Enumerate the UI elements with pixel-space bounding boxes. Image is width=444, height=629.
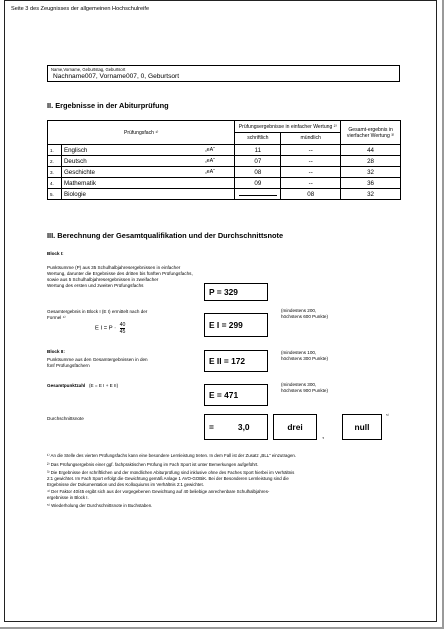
name-field-value: Nachname007, Vorname007, 0, Geburtsort xyxy=(53,73,180,80)
table-row: 4. Mathematik 09 -- 36 xyxy=(48,178,401,189)
ei-range-note: (mindestens 200, höchstens 600 Punkte) xyxy=(281,308,328,319)
student-name-box xyxy=(47,65,400,82)
eii-value-box: E II = 172 xyxy=(204,350,268,372)
total-header: Gesamt-ergebnis in vierfacher Wertung ³⁾ xyxy=(341,121,401,145)
formula-ei: E I = P · $\frac{40}{45}$ xyxy=(95,322,126,335)
footnote-4: ⁴⁾ Der Faktor 40/45 ergibt sich aus der vorgegebenen Gewichtung auf 40 beliebige anrechenbare Schulhalbjahres- ergebnisse in Block I. xyxy=(47,489,270,500)
e-range-note: (mindestens 300, höchstens 900 Punkte) xyxy=(281,382,328,393)
table-row: 5. Biologie 08 32 xyxy=(48,189,401,200)
total-block1-label: Gesamtergebnis in Block I (E I) ermittelt nach der xyxy=(47,309,148,314)
footnote-marker: ⁵⁾ xyxy=(386,413,389,418)
subject-name: Geschichte xyxy=(61,167,202,178)
subject-name: Englisch xyxy=(61,145,202,156)
written-header: schriftlich xyxy=(235,133,281,145)
average-decimal-box: null xyxy=(342,414,382,440)
table-row: 1. Englisch „eA“ 11 -- 44 xyxy=(48,145,401,156)
e-value-box: E = 471 xyxy=(204,384,268,406)
comma-separator: , xyxy=(322,431,325,440)
name-field-label: Name,Vorname, Geburtstag, Geburtsort xyxy=(51,67,126,72)
footnote-1: ¹⁾ An die Stelle des vierten Prüfungsfachs kann eine besondere Lernleistung treten. In dem Fall ist der Zusatz „BLL“ einzutragen. xyxy=(47,453,297,458)
subject-name: Biologie xyxy=(61,189,202,200)
total-points-label: Gesamtpunktzahl xyxy=(47,383,86,388)
section-title-results: II. Ergebnisse in der Abiturprüfung xyxy=(47,101,169,110)
total-formula: (E = E I + E II) xyxy=(89,383,119,388)
exam-results-header: Prüfungsergebnisse in einfacher Wertung ²⁾ xyxy=(235,121,341,133)
footnote-5: ⁵⁾ Wiederholung der Durchschnittsnote in Buchstaben. xyxy=(47,503,153,508)
formula-label: Formel ⁴⁾ xyxy=(47,315,66,320)
block2-description: Punktsumme aus den Gesamtergebnissen in den fünf Prüfungsfächern xyxy=(47,357,148,368)
table-row: 3. Geschichte „eA“ 08 -- 32 xyxy=(48,167,401,178)
document-page xyxy=(4,0,437,622)
results-table xyxy=(47,120,401,200)
average-value-box: = 3,0 xyxy=(204,414,268,440)
subject-header: Prüfungsfach ¹⁾ xyxy=(48,121,235,145)
subject-name: Deutsch xyxy=(61,156,202,167)
block1-label: Block I: xyxy=(47,251,64,256)
footnote-2: ²⁾ Das Prüfungsergebnis einer ggf. fachpraktischen Prüfung im Fach Sport ist unter Bemerkungen aufgeführt. xyxy=(47,462,259,467)
ei-value-box: E I = 299 xyxy=(204,313,268,337)
subject-name: Mathematik xyxy=(61,178,202,189)
block2-label: Block II: xyxy=(47,349,65,354)
average-words-box: drei xyxy=(273,414,317,440)
p-value-box: P = 329 xyxy=(204,283,268,301)
footnote-3: ³⁾ Die Ergebnisse der schriftlichen und der mündlichen Abiturprüfung sind inklusive ohne des Faches Sport hierbei im Verhältnis 2:1 gewichtet. Im Fach Sport erfolgt die Gewichtung gemäß Anlage 1 AVO-GOBiK. Bei der Besonderen Lernleistung sind die Ergebnisse der Dokumentation und des Kolloquiums im Verhältnis 2:1 gewichtet. xyxy=(47,470,295,487)
block1-description: Punktsumme (P) aus 35 Schulhalbjahresergebnissen in einfacher Wertung, darunter die Ergebnisse des dritten bis fünften Prüfungsfachs, sowie aus 5 Schulhalbjahresergebnissen in zweifacher Wertung des ersten und zweiten Prüfungsfachs xyxy=(47,265,193,288)
eii-range-note: (mindestens 100, höchstens 300 Punkte) xyxy=(281,350,328,361)
page-header: Seite 3 des Zeugnisses der allgemeinen Hochschulreife xyxy=(11,6,150,12)
table-row: 2. Deutsch „eA“ 07 -- 28 xyxy=(48,156,401,167)
oral-header: mündlich xyxy=(281,133,341,145)
blank-line xyxy=(239,191,277,196)
average-grade-label: Durchschnittsnote xyxy=(47,416,84,421)
section-title-calculation: III. Berechnung der Gesamtqualifikation und der Durchschnittsnote xyxy=(47,231,284,240)
